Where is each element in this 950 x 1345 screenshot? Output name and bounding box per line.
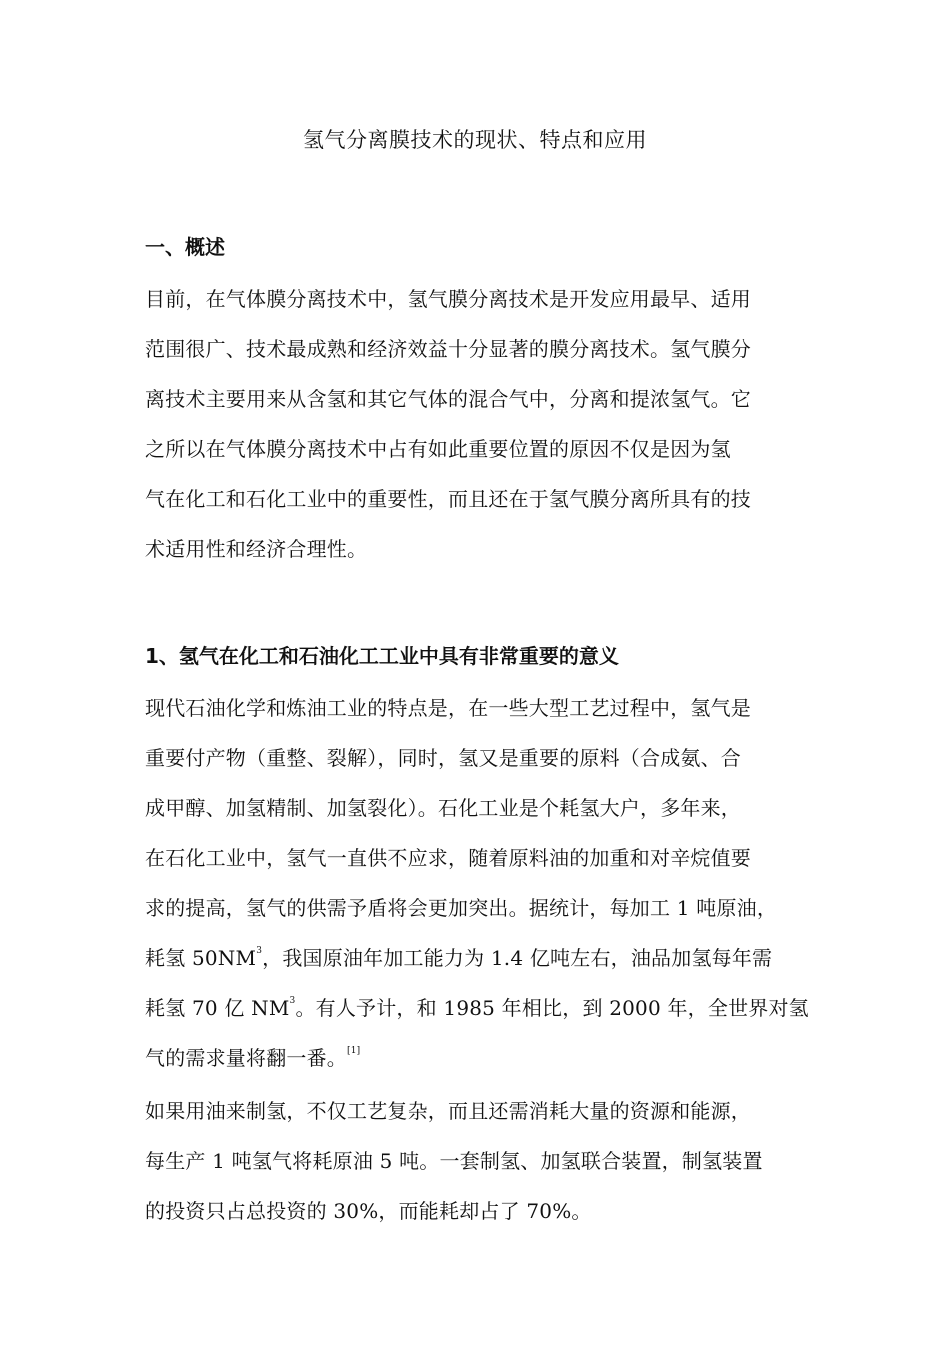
citation-reference: [1]: [347, 1046, 361, 1056]
paragraph-line: 如果用油来制氢，不仅工艺复杂，而且还需消耗大量的资源和能源，: [145, 1099, 751, 1123]
line-text: ，我国原油年加工能力为 1.4 亿吨左右，油品加氢每年需: [262, 946, 773, 970]
line-text: 耗氢 50NM: [145, 946, 257, 970]
superscript: 3: [289, 996, 296, 1006]
line-text: 气的需求量将翻一番。: [145, 1046, 347, 1070]
line-text: 耗氢 70 亿 NM: [145, 996, 290, 1020]
section-heading-importance: 1、氢气在化工和石油化工工业中具有非常重要的意义: [145, 644, 619, 668]
overview-paragraph: [145, 274, 815, 574]
importance-paragraph: [145, 683, 815, 1083]
paragraph-line: 重要付产物（重整、裂解），同时，氢又是重要的原料（合成氨、合: [145, 746, 741, 770]
paragraph-line: [145, 933, 815, 983]
paragraph-line: 成甲醇、加氢精制、加氢裂化）。石化工业是个耗氢大户，多年来，: [145, 796, 741, 820]
paragraph-line: 的投资只占总投资的 30%，而能耗却占了 70%。: [145, 1199, 592, 1223]
paragraph-line: 气在化工和石化工业中的重要性，而且还在于氢气膜分离所具有的技: [145, 487, 751, 511]
paragraph-line: 离技术主要用来从含氢和其它气体的混合气中，分离和提浓氢气。它: [145, 387, 751, 411]
paragraph-line: 术适用性和经济合理性。: [145, 537, 368, 561]
paragraph-line: 在石化工业中，氢气一直供不应求，随着原料油的加重和对辛烷值要: [145, 846, 751, 870]
paragraph-line: 之所以在气体膜分离技术中占有如此重要位置的原因不仅是因为氢: [145, 437, 731, 461]
paragraph-line: 范围很广、技术最成熟和经济效益十分显著的膜分离技术。氢气膜分: [145, 337, 751, 361]
hydrogen-production-paragraph: [145, 1086, 815, 1236]
paragraph-line: 目前，在气体膜分离技术中，氢气膜分离技术是开发应用最早、适用: [145, 287, 751, 311]
paragraph-line: [145, 1033, 815, 1083]
paragraph-line: 每生产 1 吨氢气将耗原油 5 吨。一套制氢、加氢联合装置，制氢装置: [145, 1149, 763, 1173]
superscript: 3: [256, 946, 263, 956]
document-title: 氢气分离膜技术的现状、特点和应用: [303, 128, 647, 152]
paragraph-line: [145, 983, 815, 1033]
line-text: 。有人予计，和 1985 年相比，到 2000 年，全世界对氢: [295, 996, 809, 1020]
section-heading-overview: 一、概述: [145, 235, 225, 259]
paragraph-line: 现代石油化学和炼油工业的特点是，在一些大型工艺过程中，氢气是: [145, 696, 751, 720]
paragraph-line: 求的提高，氢气的供需予盾将会更加突出。据统计，每加工 1 吨原油，: [145, 896, 778, 920]
